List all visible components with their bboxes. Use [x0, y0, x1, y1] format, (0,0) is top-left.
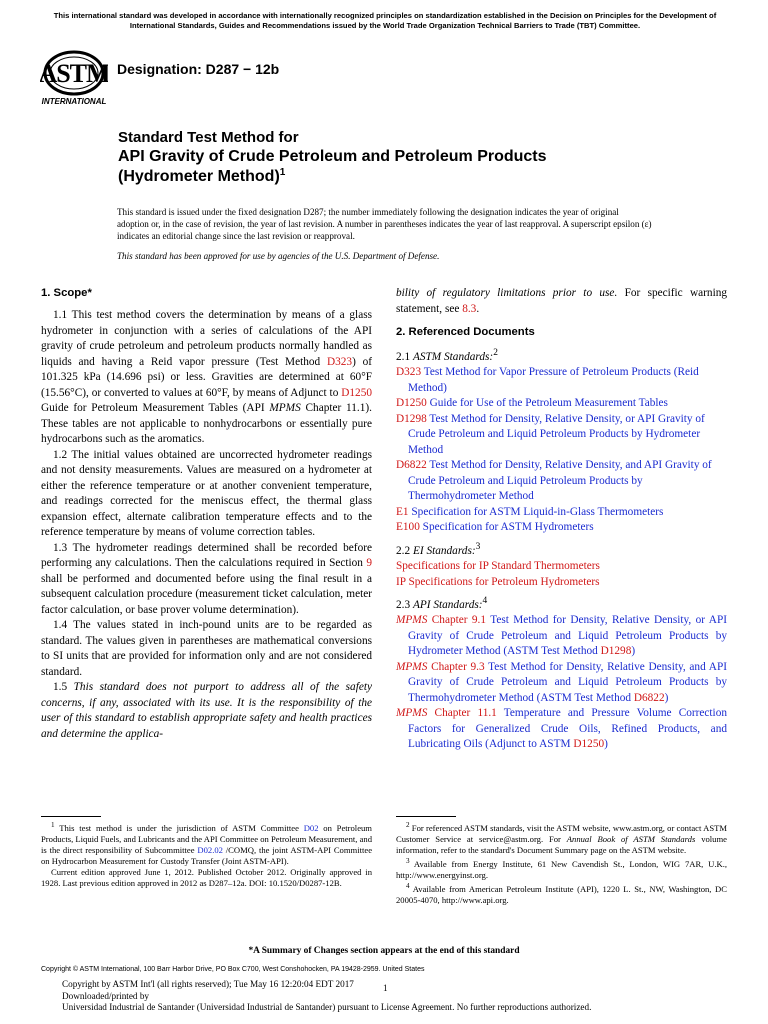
scope-1-1-text-a: 1.1 This test method covers the determination by means of a glass hydrometer in conjunction with a series of calculations of the API gravity of crude petroleum and petroleum products normally handled as liquids and having a Reid vapor pressure (Test Method — [41, 309, 372, 368]
title-line-3-wrap — [118, 167, 718, 187]
ei-reference-entry[interactable]: IP Specifications for Petroleum Hydrometers — [396, 575, 600, 588]
logo-caption-text: INTERNATIONAL — [41, 97, 107, 106]
footnote-rule — [41, 816, 101, 817]
title-footnote-mark: 1 — [279, 167, 286, 178]
scope-1-1-mpms: MPMS — [269, 402, 301, 414]
ei-standards-subhead — [396, 540, 727, 559]
api-mpms-label[interactable]: MPMS — [396, 660, 428, 673]
footnote-3-text: Available from Energy Institute, 61 New Cavendish St., London, WIG 7AR, U.K., http://www.energyinst.org. — [396, 858, 727, 880]
api-standards-list — [396, 613, 727, 753]
link-d02-02[interactable]: D02.02 — [197, 844, 223, 855]
referenced-documents-heading: 2. Referenced Documents — [396, 326, 535, 338]
scope-heading: 1. Scope* — [41, 287, 92, 299]
api-title-link[interactable]: Test Method for Density, Relative Density, or API Gravity of Crude Petroleum and Liquid Petroleum Products by Hydrometer Method (ASTM Test Method — [408, 614, 727, 658]
footnote-rule-right — [396, 816, 456, 817]
api-close-paren: ) — [664, 691, 669, 704]
ei-standards-list — [396, 559, 727, 590]
scope-1-1-text-b: ) of 101.325 kPa (14.696 psi) or less. Gravities are determined at 60°F (15.56°C), or converted to values at 60°F, by means of Adjunct to — [41, 355, 372, 399]
footnotes-right — [396, 816, 727, 906]
astm-standards-subhead — [396, 346, 727, 365]
footnote-1-text-c: /COMQ, the joint ASTM-API Committee on Hydrocarbon Measurement for Custody Transfer (Joint ASTM-API). — [41, 844, 373, 866]
reference-title-link[interactable]: Test Method for Density, Relative Density, and API Gravity of Crude Petroleum and Liquid Petroleum Products by Thermohydrometer Method — [408, 459, 712, 503]
ei-reference-entry[interactable]: Specifications for IP Standard Thermometers — [396, 560, 600, 573]
api-close-paren: ) — [631, 645, 636, 658]
footnote-1 — [41, 820, 372, 867]
scope-para-1-4: 1.4 The values stated in inch-pound units are to be regarded as standard. The values given in parentheses are mathematical conversions to SI units that are provided for information only and are not considered standard. — [41, 619, 372, 678]
page-number: 1 — [383, 983, 388, 993]
reference-code-link[interactable]: D1250 — [396, 397, 427, 410]
scope-para-1-2: 1.2 The initial values obtained are uncorrected hydrometer readings and not density measurements. Values are measured on a hydrometer at either the reference temperature or at another convenient temperature, and readings corrected for the meniscus effect, the thermal glass expansion effect, alternate calibration temperature effects and to the reference temperature by means of volume correction tables. — [41, 448, 372, 538]
astm-subhead-label: ASTM Standards: — [412, 350, 494, 363]
footnotes-left — [41, 816, 372, 889]
dod-approval-note: This standard has been approved for use by agencies of the U.S. Department of Defense. — [117, 250, 440, 261]
footnote-4-text: Available from American Petroleum Institute (API), 1220 L. St., NW, Washington, DC 20005-4070, http://www.api.org. — [396, 883, 727, 905]
reference-title-link[interactable]: Specification for ASTM Liquid-in-Glass Thermometers — [408, 505, 664, 518]
download-footer — [62, 979, 591, 1014]
footnote-2-mark: 2 — [406, 821, 410, 829]
api-mpms-label[interactable]: MPMS — [396, 614, 428, 627]
scope-1-1-text-c: Guide for Petroleum Measurement Tables (API — [41, 402, 270, 414]
astm-reference-entry — [396, 458, 727, 505]
ei-subhead-label: EI Standards: — [412, 544, 476, 557]
api-astm-ref-link[interactable]: D1298 — [600, 645, 632, 658]
api-reference-entry — [396, 613, 727, 660]
scope-1-5-cont-period: . — [476, 302, 480, 315]
footnote-2-text-a: For referenced ASTM standards, visit the ASTM website, www.astm.org, or contact ASTM Customer Service at service@astm.org. For — [396, 822, 727, 844]
api-reference-entry — [396, 706, 727, 753]
scope-para-1-5-continued — [396, 286, 727, 317]
reference-code-link[interactable]: E1 — [396, 505, 409, 518]
astm-logo-graphic — [40, 49, 108, 107]
astm-subhead-footnote: 2 — [493, 348, 498, 358]
reference-code-link[interactable]: D1298 — [396, 412, 427, 425]
astm-reference-entry — [396, 412, 727, 459]
footnote-2-text-b: volume information, refer to the standard's Document Summary page on the ASTM website. — [396, 833, 727, 855]
summary-of-changes-note: *A Summary of Changes section appears at the end of this standard — [248, 946, 520, 956]
astm-logo — [40, 49, 108, 107]
api-close-paren: ) — [604, 738, 608, 751]
scope-1-5-cont-text: For specific warning statement, see — [396, 287, 728, 315]
astm-subhead-number: 2.1 — [396, 350, 413, 363]
link-d323[interactable]: D323 — [326, 355, 353, 368]
title-line-3: (Hydrometer Method) — [118, 168, 280, 185]
document-title — [118, 129, 718, 187]
footnote-4 — [396, 881, 727, 906]
astm-reference-entry — [396, 520, 727, 536]
reference-title-link[interactable]: Test Method for Vapor Pressure of Petroleum Products (Reid Method) — [408, 366, 699, 394]
reference-code-link[interactable]: E100 — [396, 521, 420, 534]
api-astm-ref-link[interactable]: D1250 — [573, 738, 605, 751]
ei-subhead-number: 2.2 — [396, 544, 413, 557]
api-subhead-number: 2.3 — [396, 598, 413, 611]
footnote-2-italic: Annual Book of ASTM Standards — [566, 833, 696, 844]
scope-para-1-5 — [41, 680, 372, 742]
api-title-link[interactable]: Temperature and Pressure Volume Correction Factors for Generalized Crude Oils, Refined Products, and Lubricating Oils (Adjunct to ASTM — [408, 707, 727, 751]
api-chapter-link[interactable]: Chapter 9.1 — [427, 614, 487, 627]
footnote-1-edition: Current edition approved June 1, 2012. Published October 2012. Originally approved in 1928. Last previous edition approved in 2012 as D287–12a. DOI: 10.1520/D0287-12B. — [41, 866, 372, 888]
reference-code-link[interactable]: D6822 — [396, 459, 427, 472]
footnote-1-text-b: on Petroleum Products, Liquid Fuels, and Lubricants and the API Committee on Petroleum Measurement, and is the direct responsibility of Subcommittee — [41, 822, 372, 855]
logo-mark-text: ASTM — [40, 59, 108, 88]
footnote-1-text-a: This test method is under the jurisdiction of ASTM Committee — [54, 822, 304, 833]
link-section-8-3[interactable]: 8.3 — [462, 302, 477, 315]
scope-1-3-text-a: 1.3 The hydrometer readings determined shall be recorded before performing any calculations. Then the calculations required in Section — [41, 541, 372, 569]
footer-line-2: Downloaded/printed by — [62, 990, 150, 1001]
footer-line-1: Copyright by ASTM Int'l (all rights reserved); Tue May 16 12:20:04 EDT 2017 — [62, 979, 354, 989]
reference-title-link[interactable]: Specification for ASTM Hydrometers — [419, 521, 594, 534]
copyright-line: Copyright © ASTM International, 100 Barr Harbor Drive, PO Box C700, West Conshohocken, PA 19428-2959. United States — [41, 966, 425, 973]
api-mpms-label[interactable]: MPMS — [396, 707, 428, 720]
scope-1-3-text-b: shall be performed and documented before using the final result in a subsequent calculation procedure (measurement ticket calculation, meter factor calculation, or base prover volume determination). — [41, 572, 372, 616]
api-chapter-link[interactable]: Chapter 9.3 — [427, 660, 485, 673]
designation: Designation: D287 − 12b — [117, 61, 280, 77]
footnote-4-mark: 4 — [406, 881, 410, 890]
api-chapter-link[interactable]: Chapter 11.1 — [427, 707, 497, 720]
reference-code-link[interactable]: D323 — [396, 366, 422, 379]
link-section-9[interactable]: 9 — [366, 557, 372, 569]
left-column — [41, 286, 372, 742]
scope-para-1-3 — [41, 541, 372, 619]
api-subhead-label: API Standards: — [412, 598, 483, 611]
astm-reference-entry — [396, 396, 727, 412]
right-column — [396, 286, 727, 753]
title-line-1: Standard Test Method for — [118, 129, 299, 146]
astm-reference-entry — [396, 505, 727, 521]
issuance-paragraph: This standard is issued under the fixed designation D287; the number immediately following the designation indicates the year of original adoption or, in the case of revision, the year of last revision. A number in parentheses indicates the year of last reapproval. A superscript epsilon (ε) indicates an editorial change since the last revision or reapproval. — [117, 207, 652, 242]
footnote-3 — [396, 856, 727, 881]
api-reference-entry — [396, 660, 727, 707]
astm-reference-entry — [396, 365, 727, 396]
scope-para-1-1 — [41, 308, 372, 448]
api-subhead-footnote: 4 — [482, 596, 488, 607]
api-astm-ref-link[interactable]: D6822 — [633, 691, 665, 704]
footnote-1-mark: 1 — [51, 821, 55, 829]
footnote-3-mark: 3 — [406, 856, 410, 865]
footnote-2 — [396, 820, 727, 856]
reference-title-link[interactable]: Test Method for Density, Relative Density, or API Gravity of Crude Petroleum and Liquid Petroleum Products by Hydrometer Method — [408, 412, 705, 456]
scope-1-1-text-d: Chapter 11.1). These tables are not applicable to nonhydrocarbons or essentially pure hydrocarbons such as the aromatics. — [41, 402, 372, 445]
scope-1-5-number: 1.5 — [53, 681, 74, 693]
standardization-notice: This international standard was developed in accordance with internationally recognized principles on standardization established in the Decision on Principles for the Development of International Standards, Guides and Recommendations issued by the World Trade Organization Technical Barriers to Trade (TBT) Committee. — [53, 11, 717, 30]
issuance-note — [117, 206, 652, 262]
scope-1-5-text: This standard does not purport to address all of the safety concerns, if any, associated with its use. It is the responsibility of the user of this standard to establish appropriate safety and health practices and determine the applica- — [41, 681, 372, 740]
scope-1-5-cont-italic: bility of regulatory limitations prior to use. — [396, 287, 618, 299]
footer-line-3: Universidad Industrial de Santander (Universidad Industrial de Santander) pursuant to License Agreement. No further reproductions authorized. — [62, 1002, 592, 1012]
link-d02[interactable]: D02 — [303, 822, 319, 833]
api-title-link[interactable]: Test Method for Density, Relative Density, and API Gravity of Crude Petroleum and Liquid Petroleum Products by Thermohydrometer Method (ASTM Test Method — [408, 660, 727, 704]
title-line-2: API Gravity of Crude Petroleum and Petroleum Products — [118, 148, 547, 165]
link-d1250[interactable]: D1250 — [341, 386, 372, 399]
ei-subhead-footnote: 3 — [475, 541, 481, 552]
astm-standards-list — [396, 365, 727, 536]
reference-title-link[interactable]: Guide for Use of the Petroleum Measurement Tables — [426, 397, 668, 410]
api-standards-subhead — [396, 594, 727, 613]
